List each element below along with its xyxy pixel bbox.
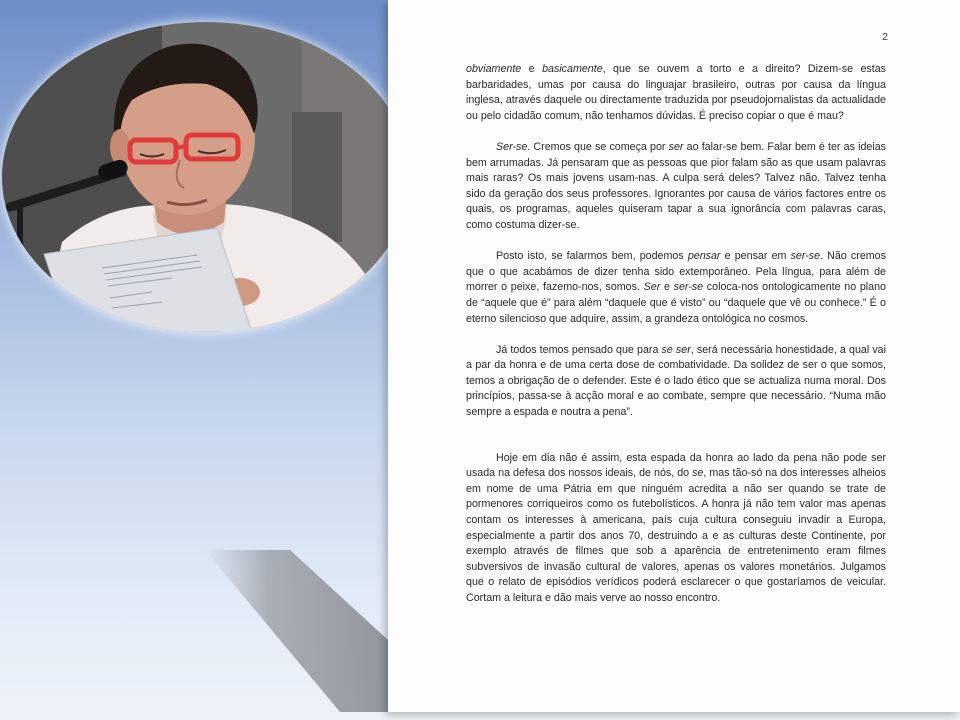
page-number: 2 [882, 31, 888, 43]
italic-text: Ser [643, 281, 661, 294]
text-run: , mas tão-só na dos interesses alheios em nome de uma Pátria em que ninguém acredita a não ser quando se trate de pormenores corriqueiros como os futebolísticos. A honra já não tem valor mas apenas contam os interesses à americana, país cuja cultura conseguiu invadir a Europa, especialmente a partir dos anos 70, destruindo a e as culturas deste Continente, por exemplo através de filmes que sob a aparência de entretenimento eram filmes subversivos de invasão cultural de valores, apenas os valores monetários. Julgamos que o relato de episódios verídicos poderá esclarecer o que gostaríamos de veicular. Cortam a leitura e dão mais verve ao nosso encontro. [466, 467, 886, 604]
italic-text: Ser-se [496, 140, 528, 153]
text-run: e pensar em [720, 250, 791, 263]
italic-text: obviamente [466, 63, 522, 75]
text-run: Posto isto, se falarmos bem, podemos [496, 250, 688, 263]
paragraph [466, 249, 886, 327]
paragraph [466, 62, 886, 124]
page-body [466, 62, 886, 622]
text-run: ao falar-se bem. Falar bem é ter as ideias bem arrumadas. Já pensaram que as pessoas que pior falam são as que usam palavras mais raras? Os mais jovens usam-nas. A culpa será deles? Talvez não. Talvez tenha sido da geração dos seus professores. Ignorantes por causa de vários factores entre os quais, os programas, aqueles quiseram tapar a sua ignorância com palavras caras, como costuma dizer-se. [466, 140, 887, 231]
italic-text: ser-se [673, 281, 704, 294]
italic-text: ser-se [790, 250, 821, 263]
text-run: Hoje em dia não é assim, esta espada da honra ao lado da pena não pode ser usada na defesa dos nossos ideais, de nós, do [466, 451, 886, 480]
paragraph [466, 451, 886, 607]
speaker-photo [2, 22, 410, 332]
text-run: . Cremos que se começa por [527, 140, 669, 153]
document-page [388, 0, 960, 712]
italic-text: basicamente [542, 63, 603, 75]
paragraph [466, 343, 886, 421]
italic-text: se [692, 467, 704, 480]
text-run: Já todos temos pensado que para [496, 343, 662, 356]
text-run: . Não cremos que o que acabámos de dizer tenha sido extemporâneo. Pela língua, para além de morrer o peixe, fazemo-nos, somos. [466, 250, 886, 294]
text-run: , será necessária honestidade, a qual vai a par da honra e de uma certa dose de combatividade. Da solidez de ser o que somos, temos a obrigação de o defender. Este é o lado ético que se actualiza numa moral. Dos princípios, passa-se à acção moral e ao combate, sempre que necessário. “Numa mão sempre a espada e noutra a pena”. [466, 343, 886, 419]
italic-text: se ser [661, 343, 691, 356]
italic-text: ser [668, 140, 684, 153]
text-run: , que se ouvem a torto e a direito? Dizem-se estas barbaridades, umas por causa do linguajar brasileiro, outras por causa da língua inglesa, através daquele ou directamente traduzida por pseudojornalistas da actualidade ou pelo cidadão comum, não tenhamos dúvidas. É preciso copiar o que é mau? [466, 63, 886, 122]
text-run: e [660, 281, 674, 294]
paragraph [466, 140, 886, 234]
italic-text: pensar [687, 250, 721, 263]
text-run: e [521, 63, 543, 75]
text-run: coloca-nos ontologicamente no plano de “aquele que é” para além “daquele que é visto” ou “daquele que vê ou conhece.” É o eterno silencioso que adquire, assim, a grandeza ontológica no cosmos. [466, 281, 886, 325]
